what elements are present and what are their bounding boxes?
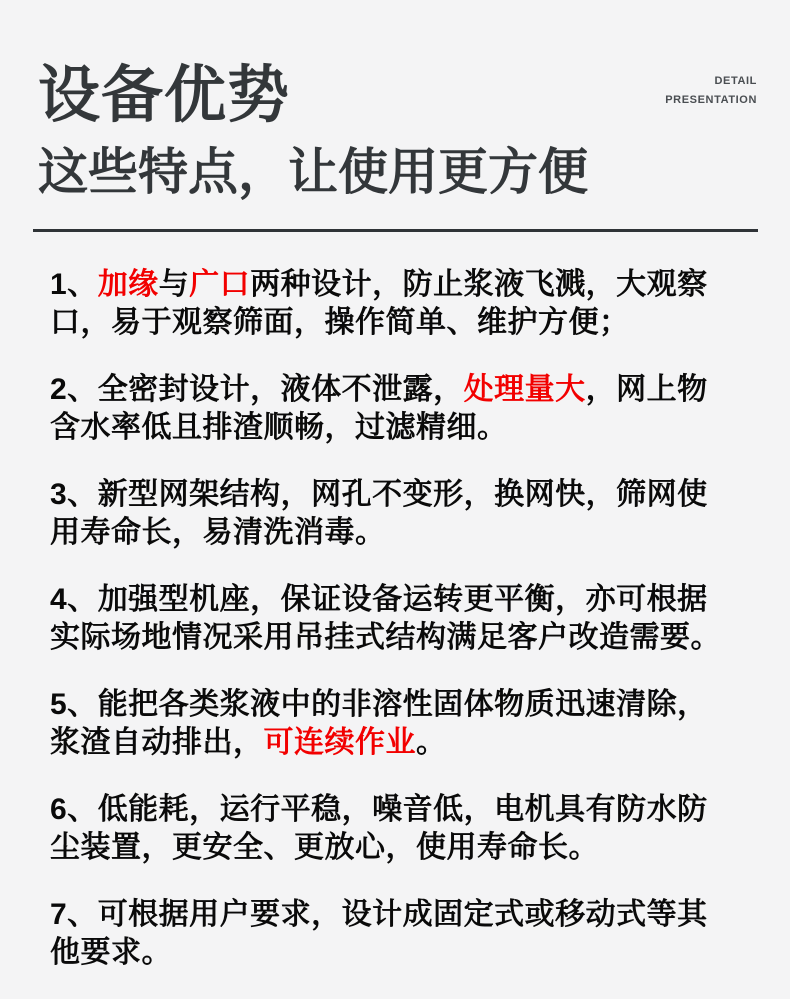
body-text: 。: [416, 725, 447, 759]
item-number: 1、: [50, 267, 98, 301]
item-number: 3、: [50, 477, 98, 511]
body-text: 与: [158, 267, 190, 301]
page-title: 设备优势: [38, 61, 291, 130]
highlight-text: 广口: [189, 267, 251, 301]
body-text: 能把各类浆液中的非溶性固体物质迅速清除，浆渣自动排出，: [50, 687, 708, 759]
advantage-item-3: [50, 476, 738, 552]
advantage-item-4: [50, 581, 738, 657]
advantage-item-2: [50, 371, 738, 447]
page-subtitle: 这些特点，让使用更方便: [38, 144, 588, 201]
item-number: 2、: [50, 372, 98, 406]
body-text: 低能耗，运行平稳，噪音低，电机具有防水防尘装置，更安全、更放心，使用寿命长。: [50, 792, 708, 864]
advantage-item-5: [50, 686, 738, 762]
tag-line-detail: DETAIL: [714, 75, 757, 87]
item-number: 5、: [50, 687, 98, 721]
body-text: 加强型机座，保证设备运转更平衡，亦可根据实际场地情况采用吊挂式结构满足客户改造需要。: [50, 582, 721, 654]
highlight-text: 处理量大: [463, 372, 586, 406]
body-text: 可根据用户要求，设计成固定式或移动式等其他要求。: [50, 897, 708, 969]
page-header: [0, 0, 790, 199]
header-divider: [33, 229, 758, 232]
tag-line-presentation: PRESENTATION: [665, 94, 757, 106]
body-text: 两种设计，防止浆液飞溅，大观察口，易于观察筛面，操作简单、维护方便；: [50, 267, 708, 339]
item-number: 4、: [50, 582, 98, 616]
body-text: ，网上物含水率低且排渣顺畅，过滤精细。: [50, 372, 708, 444]
advantage-item-7: [50, 896, 738, 972]
body-text: 全密封设计，液体不泄露，: [97, 372, 464, 406]
advantage-item-1: [50, 266, 738, 342]
item-number: 6、: [50, 792, 98, 826]
detail-presentation-tag: [665, 72, 757, 110]
advantage-item-6: [50, 791, 738, 867]
advantage-list: [50, 266, 738, 972]
item-number: 7、: [50, 897, 98, 931]
highlight-text: 加缘: [97, 267, 159, 301]
highlight-text: 可连续作业: [263, 725, 416, 759]
body-text: 新型网架结构，网孔不变形，换网快，筛网使用寿命长，易清洗消毒。: [50, 477, 708, 549]
